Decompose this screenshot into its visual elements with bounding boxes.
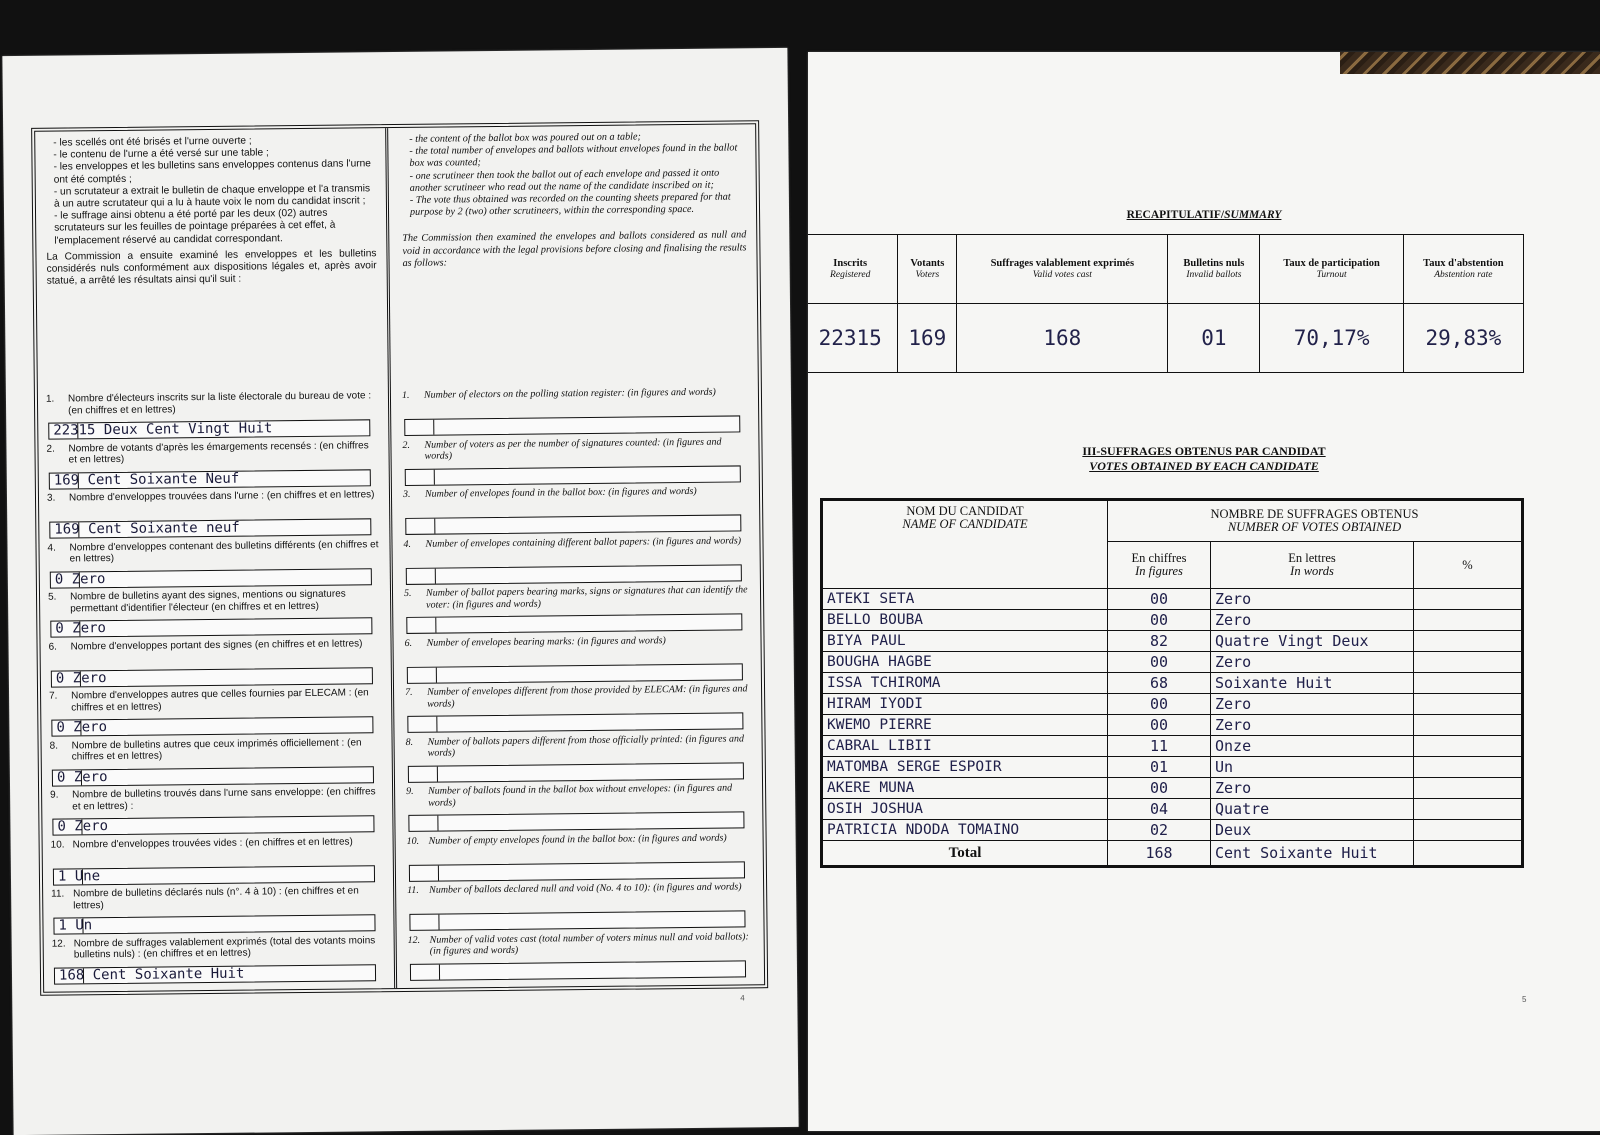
- candidate-percent: [1414, 715, 1523, 736]
- summary-header: [898, 235, 957, 304]
- col-figures: [1108, 542, 1211, 589]
- summary-value: 22315: [808, 304, 898, 373]
- answer-separator: [80, 671, 81, 686]
- candidate-percent: [1414, 610, 1523, 631]
- summary-header-en: Registered: [830, 269, 871, 280]
- candidate-row: [822, 631, 1523, 652]
- item-text: Nombre d'enveloppes portant des signes (en chiffres et en lettres): [70, 637, 363, 652]
- english-question: [405, 683, 751, 710]
- item-number: 4.: [403, 538, 412, 550]
- item-text: Number of envelopes bearing marks: (in figures and words): [426, 634, 666, 649]
- item-number: 5.: [403, 587, 412, 599]
- candidate-words: Quatre: [1211, 799, 1414, 820]
- french-question: [51, 885, 383, 911]
- answer-separator: [436, 717, 437, 732]
- english-answer-box: [405, 514, 741, 535]
- french-question: [49, 687, 381, 713]
- col-figures-fr: En chiffres: [1131, 551, 1187, 565]
- item-text: Nombre d'électeurs inscrits sur la liste électorale du bureau de vote : (en chiffres et en lettres): [67, 390, 372, 416]
- summary-header-en: Voters: [915, 269, 940, 280]
- english-answer-box: [404, 415, 740, 436]
- french-question: [48, 588, 380, 614]
- candidate-percent: [1414, 757, 1523, 778]
- french-item: [49, 638, 381, 689]
- item-text: Number of ballots found in the ballot box without envelopes: (in figures and words): [428, 782, 733, 809]
- french-answer: 22315 Deux Cent Vingt Huit: [53, 420, 273, 439]
- candidate-name: KWEMO PIERRE: [822, 715, 1108, 736]
- col-candidate-name: [822, 500, 1108, 589]
- french-item: [50, 737, 382, 788]
- french-answer-box: [50, 617, 372, 637]
- english-answer-box: [408, 762, 744, 783]
- candidate-row: [822, 652, 1523, 673]
- item-number: 3.: [46, 492, 56, 504]
- french-item: [49, 687, 381, 738]
- item-text: Nombre de votants d'après les émargements recensés : (en chiffres et en lettres): [68, 439, 369, 466]
- candidate-name: BELLO BOUBA: [822, 610, 1108, 631]
- answer-separator: [438, 865, 439, 880]
- answer-separator: [435, 568, 436, 583]
- col-votes-fr: NOMBRE DE SUFFRAGES OBTENUS: [1210, 507, 1419, 521]
- answer-separator: [436, 667, 437, 682]
- candidate-words: Zero: [1211, 589, 1414, 610]
- french-column: [35, 128, 397, 992]
- candidate-percent: [1414, 673, 1523, 694]
- item-text: Number of valid votes cast (total number of voters minus null and void ballots): (in figures and words): [429, 930, 749, 957]
- english-item: [403, 485, 749, 537]
- english-question: [404, 634, 750, 649]
- answer-separator: [80, 720, 81, 735]
- item-text: Number of voters as per the number of signatures counted: (in figures and words): [424, 436, 722, 462]
- summary-header-fr: Taux d'abstention: [1423, 257, 1504, 269]
- item-number: 8.: [405, 736, 414, 748]
- candidate-words: Quatre Vingt Deux: [1211, 631, 1414, 652]
- candidate-row: [822, 820, 1523, 841]
- candidate-figures: 00: [1108, 589, 1211, 610]
- french-answer-box: [50, 568, 372, 588]
- french-item: [51, 836, 383, 887]
- candidate-words: Zero: [1211, 652, 1414, 673]
- candidate-words: Deux: [1211, 820, 1414, 841]
- french-item: [47, 489, 379, 540]
- item-text: Nombre de bulletins autres que ceux imprimés officiellement : (en chiffres et en lettres): [71, 736, 362, 763]
- summary-header-en: Abstention rate: [1434, 269, 1493, 280]
- item-number: 6.: [404, 637, 413, 649]
- summary-value: 168: [957, 304, 1168, 373]
- col-words-fr: En lettres: [1288, 551, 1336, 565]
- english-answer-box: [407, 663, 743, 684]
- item-number: 7.: [404, 686, 413, 698]
- french-item: [48, 588, 380, 639]
- results-form-box: [31, 120, 768, 996]
- section3-title: [808, 444, 1600, 474]
- summary-header: [808, 235, 898, 304]
- summary-header: [1403, 235, 1523, 304]
- candidate-figures: 04: [1108, 799, 1211, 820]
- answer-separator: [77, 423, 78, 438]
- item-number: 11.: [407, 884, 419, 896]
- candidate-row: [822, 715, 1523, 736]
- english-question: [403, 535, 749, 550]
- candidate-percent: [1414, 778, 1523, 799]
- item-number: 12.: [51, 938, 66, 950]
- candidate-name: BOUGHA HAGBE: [822, 652, 1108, 673]
- french-answer-box: [52, 766, 374, 786]
- french-answer-box: [53, 865, 375, 885]
- candidate-name: AKERE MUNA: [822, 778, 1108, 799]
- summary-header-fr: Bulletins nuls: [1183, 257, 1245, 269]
- french-question: [52, 935, 384, 961]
- item-text: Number of envelopes containing different ballot papers: (in figures and words): [425, 534, 742, 550]
- candidate-name: HIRAM IYODI: [822, 694, 1108, 715]
- answer-separator: [81, 770, 82, 785]
- english-bullet: - one scrutineer then took the ballot out of each envelope and passed it onto another scrutineer who read out the name of the candidate inscribed on it;: [410, 167, 746, 195]
- total-row: [822, 841, 1523, 867]
- candidate-words: Zero: [1211, 610, 1414, 631]
- english-intro: [401, 130, 746, 276]
- candidate-words: Soixante Huit: [1211, 673, 1414, 694]
- candidate-row: [822, 673, 1523, 694]
- item-text: Number of empty envelopes found in the ballot box: (in figures and words): [428, 832, 727, 847]
- item-number: 10.: [50, 839, 65, 851]
- candidate-name: MATOMBA SERGE ESPOIR: [822, 757, 1108, 778]
- candidate-words: Zero: [1211, 694, 1414, 715]
- summary-table: [808, 234, 1524, 373]
- english-answer-box: [410, 960, 746, 981]
- item-text: Nombre d'enveloppes contenant des bulletins différents (en chiffres et en lettres): [69, 538, 379, 565]
- candidate-row: [822, 757, 1523, 778]
- french-answer-box: [48, 419, 370, 439]
- french-bullet: - le suffrage ainsi obtenu a été porté par les deux (02) autres scrutateurs sur les feuilles de pointage préparées à cet effet, à l'emplacement réservé au candidat correspondant.: [54, 207, 376, 247]
- french-answer-box: [49, 518, 371, 538]
- english-answer-box: [408, 811, 744, 832]
- col-words-en: In words: [1290, 564, 1334, 578]
- candidate-percent: [1414, 589, 1523, 610]
- item-text: Number of envelopes found in the ballot box: (in figures and words): [424, 485, 697, 500]
- french-question: [49, 638, 381, 653]
- background-fabric: [1340, 52, 1600, 74]
- section3-title-fr: III-SUFFRAGES OBTENUS PAR CANDIDAT: [1082, 444, 1326, 458]
- answer-separator: [435, 618, 436, 633]
- candidate-name: CABRAL LIBII: [822, 736, 1108, 757]
- summary-title: [808, 209, 1600, 221]
- english-item: [404, 634, 750, 686]
- english-bullet: - the total number of envelopes and ballots without envelopes found in the ballot box was counted;: [409, 143, 745, 171]
- item-text: Nombre de bulletins ayant des signes, mentions ou signatures permettant d'identifier l'électeur (en chiffres et en lettres): [69, 588, 346, 614]
- candidate-row: [822, 694, 1523, 715]
- candidate-row: [822, 589, 1523, 610]
- candidate-name: BIYA PAUL: [822, 631, 1108, 652]
- french-answer-box: [52, 815, 374, 835]
- english-item: [402, 386, 748, 438]
- english-question: [406, 733, 752, 760]
- page-number-left: 4: [740, 993, 745, 1003]
- item-number: 2.: [402, 439, 411, 451]
- french-item: [46, 440, 378, 491]
- french-bullet: - le contenu de l'urne a été versé sur une table ;: [53, 146, 375, 162]
- english-item: [402, 436, 748, 488]
- item-number: 7.: [49, 690, 58, 702]
- summary-value: 169: [898, 304, 957, 373]
- summary-header: [1260, 235, 1403, 304]
- candidate-figures: 00: [1108, 715, 1211, 736]
- french-question: [46, 390, 378, 416]
- answer-separator: [79, 572, 80, 587]
- item-text: Nombre de suffrages valablement exprimés (total des votants moins bulletins nuls) : (en chiffres et en lettres): [73, 934, 376, 961]
- french-question: [46, 440, 378, 466]
- answer-separator: [78, 522, 79, 537]
- french-intro: [45, 134, 377, 294]
- col-figures-en: In figures: [1135, 564, 1183, 578]
- english-question: [402, 386, 748, 401]
- candidate-name: PATRICIA NDODA TOMAINO: [822, 820, 1108, 841]
- french-answer-box: [53, 914, 375, 934]
- answer-separator: [78, 473, 79, 488]
- item-text: Nombre d'enveloppes trouvées dans l'urne : (en chiffres et en lettres): [68, 489, 375, 504]
- answer-separator: [437, 766, 438, 781]
- answer-separator: [439, 964, 440, 979]
- item-text: Nombre de bulletins déclarés nuls (n°. 4 à 10) : (en chiffres et en lettres): [73, 885, 359, 911]
- english-item: [404, 584, 750, 636]
- french-answer: 0 Zero: [57, 818, 109, 835]
- candidate-figures: 00: [1108, 778, 1211, 799]
- summary-title-en: SUMMARY: [1224, 209, 1282, 221]
- candidate-percent: [1414, 820, 1523, 841]
- french-answer: 1 Un: [58, 917, 93, 934]
- candidate-name: OSIH JOSHUA: [822, 799, 1108, 820]
- item-number: 9.: [406, 785, 414, 797]
- french-question: [47, 539, 379, 565]
- english-item: [406, 782, 752, 834]
- candidate-words: Un: [1211, 757, 1414, 778]
- right-page: [808, 52, 1600, 1131]
- english-item: [406, 733, 752, 785]
- candidate-name: ATEKI SETA: [822, 589, 1108, 610]
- summary-header-fr: Suffrages valablement exprimés: [990, 257, 1135, 269]
- candidate-name: ISSA TCHIROMA: [822, 673, 1108, 694]
- item-text: Nombre d'enveloppes trouvées vides : (en chiffres et en lettres): [72, 836, 353, 850]
- summary-header: [1168, 235, 1260, 304]
- english-bullet: - The vote thus obtained was recorded on the counting sheets prepared for that purpose by 2 (two) other scrutineers, within the corresponding space.: [410, 191, 746, 219]
- english-answer-box: [406, 613, 742, 634]
- english-item: [407, 881, 753, 933]
- item-text: Number of ballots declared null and void (No. 4 to 10): (in figures and words): [429, 881, 742, 896]
- candidate-figures: 68: [1108, 673, 1211, 694]
- english-item: [405, 683, 751, 735]
- candidate-words: Zero: [1211, 778, 1414, 799]
- candidate-percent: [1414, 694, 1523, 715]
- french-answer-box: [51, 667, 373, 687]
- french-item: [46, 390, 378, 441]
- candidate-row: [822, 736, 1523, 757]
- french-question: [50, 737, 382, 763]
- french-intro-paragraph: La Commission a ensuite examiné les enveloppes et les bulletins considérés nuls conformément aux dispositions légales et, après avoir statué, a arrêté les résultats ainsi qu'il suit :: [46, 248, 377, 287]
- summary-header-en: Valid votes cast: [1032, 269, 1092, 280]
- summary-title-fr: RECAPITULATIF/: [1126, 209, 1225, 221]
- item-number: 1.: [401, 389, 410, 401]
- english-question: [404, 584, 750, 611]
- french-question: [47, 489, 379, 504]
- summary-header-en: Turnout: [1316, 269, 1347, 280]
- answer-separator: [434, 469, 435, 484]
- french-answer: 0 Zero: [56, 768, 108, 786]
- french-answer: 169 Cent Soixante Neuf: [53, 470, 240, 489]
- english-answer-box: [407, 712, 743, 733]
- french-answer: 169 Cent Soixante neuf: [54, 519, 240, 538]
- answer-separator: [433, 420, 434, 435]
- col-name-en: NAME OF CANDIDATE: [902, 517, 1028, 531]
- answer-separator: [79, 621, 80, 636]
- item-text: Number of electors on the polling station register: (in figures and words): [423, 386, 716, 401]
- candidate-figures: 00: [1108, 652, 1211, 673]
- french-item: [50, 786, 382, 837]
- french-answer-box: [54, 964, 376, 984]
- total-words: Cent Soixante Huit: [1211, 841, 1414, 867]
- candidate-row: [822, 610, 1523, 631]
- item-text: Nombre d'enveloppes autres que celles fournies par ELECAM : (en chiffres et en lettres): [71, 687, 369, 713]
- english-bullet: - the content of the ballot box was poured out on a table;: [409, 130, 745, 146]
- left-page: [2, 48, 798, 1135]
- item-number: 8.: [49, 740, 58, 752]
- item-number: 4.: [47, 542, 56, 554]
- english-question: [406, 782, 752, 809]
- col-name-fr: NOM DU CANDIDAT: [906, 504, 1024, 518]
- total-label: Total: [822, 841, 1108, 867]
- item-number: 2.: [46, 443, 55, 455]
- item-number: 3.: [402, 488, 411, 500]
- french-answer-box: [49, 469, 371, 489]
- french-bullet: - les scellés ont été brisés et l'urne ouverte ;: [53, 134, 375, 150]
- total-figures: 168: [1108, 841, 1211, 867]
- english-item: [403, 535, 749, 587]
- answer-separator: [81, 819, 82, 834]
- answer-separator: [434, 519, 435, 534]
- candidate-figures: 11: [1108, 736, 1211, 757]
- candidate-figures: 02: [1108, 820, 1211, 841]
- english-item: [407, 832, 753, 884]
- english-answer-box: [406, 564, 742, 585]
- english-answer-box: [405, 465, 741, 486]
- item-number: 6.: [48, 641, 57, 653]
- french-answer: 168 Cent Soixante Huit: [58, 965, 245, 984]
- col-words: [1211, 542, 1414, 589]
- item-number: 1.: [45, 393, 55, 405]
- candidate-figures: 82: [1108, 631, 1211, 652]
- french-bullet: - les enveloppes et les bulletins sans enveloppes contenus dans l'urne ont été comptés ;: [53, 159, 375, 187]
- candidate-percent: [1414, 799, 1523, 820]
- col-votes-en: NUMBER OF VOTES OBTAINED: [1227, 520, 1402, 534]
- summary-header-en: Invalid ballots: [1186, 269, 1242, 280]
- item-number: 9.: [50, 789, 59, 801]
- summary-value: 01: [1168, 304, 1260, 373]
- candidate-figures: 00: [1108, 694, 1211, 715]
- item-text: Nombre de bulletins trouvés dans l'urne sans enveloppe: (en chiffres et en lettres) :: [72, 786, 376, 812]
- english-question: [407, 832, 753, 847]
- summary-header-fr: Inscrits: [833, 257, 868, 269]
- english-question: [408, 931, 754, 958]
- item-number: 5.: [47, 591, 57, 603]
- candidate-figures: 00: [1108, 610, 1211, 631]
- answer-separator: [438, 915, 439, 930]
- candidate-percent: [1414, 652, 1523, 673]
- english-question: [403, 485, 749, 500]
- candidate-words: Onze: [1211, 736, 1414, 757]
- french-answer: 0 Zero: [54, 570, 106, 588]
- candidate-row: [822, 778, 1523, 799]
- summary-header-fr: Votants: [910, 257, 945, 269]
- english-answer-box: [409, 861, 745, 882]
- candidate-percent: [1414, 631, 1523, 652]
- summary-value: 70,17%: [1260, 304, 1403, 373]
- english-answer-box: [409, 910, 745, 931]
- english-column: [391, 124, 764, 988]
- total-percent: [1414, 841, 1523, 867]
- french-bullet: - un scrutateur a extrait le bulletin de chaque enveloppe et l'a transmis à un autre scrutateur qui a lu à haute voix le nom du candidat inscrit ;: [54, 183, 376, 211]
- summary-header-fr: Taux de participation: [1283, 257, 1380, 269]
- french-answer: 1 Une: [57, 867, 101, 885]
- english-question: [402, 436, 748, 463]
- answer-separator: [82, 869, 83, 884]
- answer-separator: [83, 968, 84, 983]
- candidate-figures: 01: [1108, 757, 1211, 778]
- candidate-words: Zero: [1211, 715, 1414, 736]
- french-item: [51, 885, 383, 936]
- french-answer-box: [51, 716, 373, 736]
- french-answer: 0 Zero: [55, 669, 107, 687]
- candidate-percent: [1414, 736, 1523, 757]
- item-number: 11.: [51, 888, 65, 900]
- page-number-right: 5: [1522, 995, 1527, 1004]
- english-item: [408, 931, 754, 983]
- col-votes-obtained: [1108, 500, 1523, 542]
- item-number: 12.: [407, 934, 421, 946]
- answer-separator: [82, 918, 83, 933]
- col-percent: %: [1414, 542, 1523, 589]
- votes-table: [820, 498, 1524, 868]
- french-item: [52, 935, 384, 986]
- english-intro-paragraph: The Commission then examined the envelopes and ballots considered as null and void in accordance with the legal provisions before closing and finalising the results as follows:: [402, 229, 747, 269]
- answer-separator: [437, 816, 438, 831]
- french-question: [51, 836, 383, 851]
- item-text: Number of envelopes different from those provided by ELECAM: (in figures and words): [426, 683, 748, 710]
- summary-value: 29,83%: [1403, 304, 1523, 373]
- section3-title-en: VOTES OBTAINED BY EACH CANDIDATE: [1089, 459, 1319, 473]
- french-item: [47, 539, 379, 590]
- french-answer: 0 Zero: [55, 620, 107, 637]
- item-text: Number of ballots papers different from those officially printed: (in figures and words): [427, 732, 744, 759]
- item-number: 10.: [406, 835, 420, 847]
- english-question: [407, 881, 753, 896]
- item-text: Number of ballot papers bearing marks, signs or signatures that can identify the voter: (in figures and words): [425, 584, 748, 611]
- french-answer: 0 Zero: [56, 719, 108, 736]
- candidate-row: [822, 799, 1523, 820]
- french-question: [50, 786, 382, 812]
- summary-header: [957, 235, 1168, 304]
